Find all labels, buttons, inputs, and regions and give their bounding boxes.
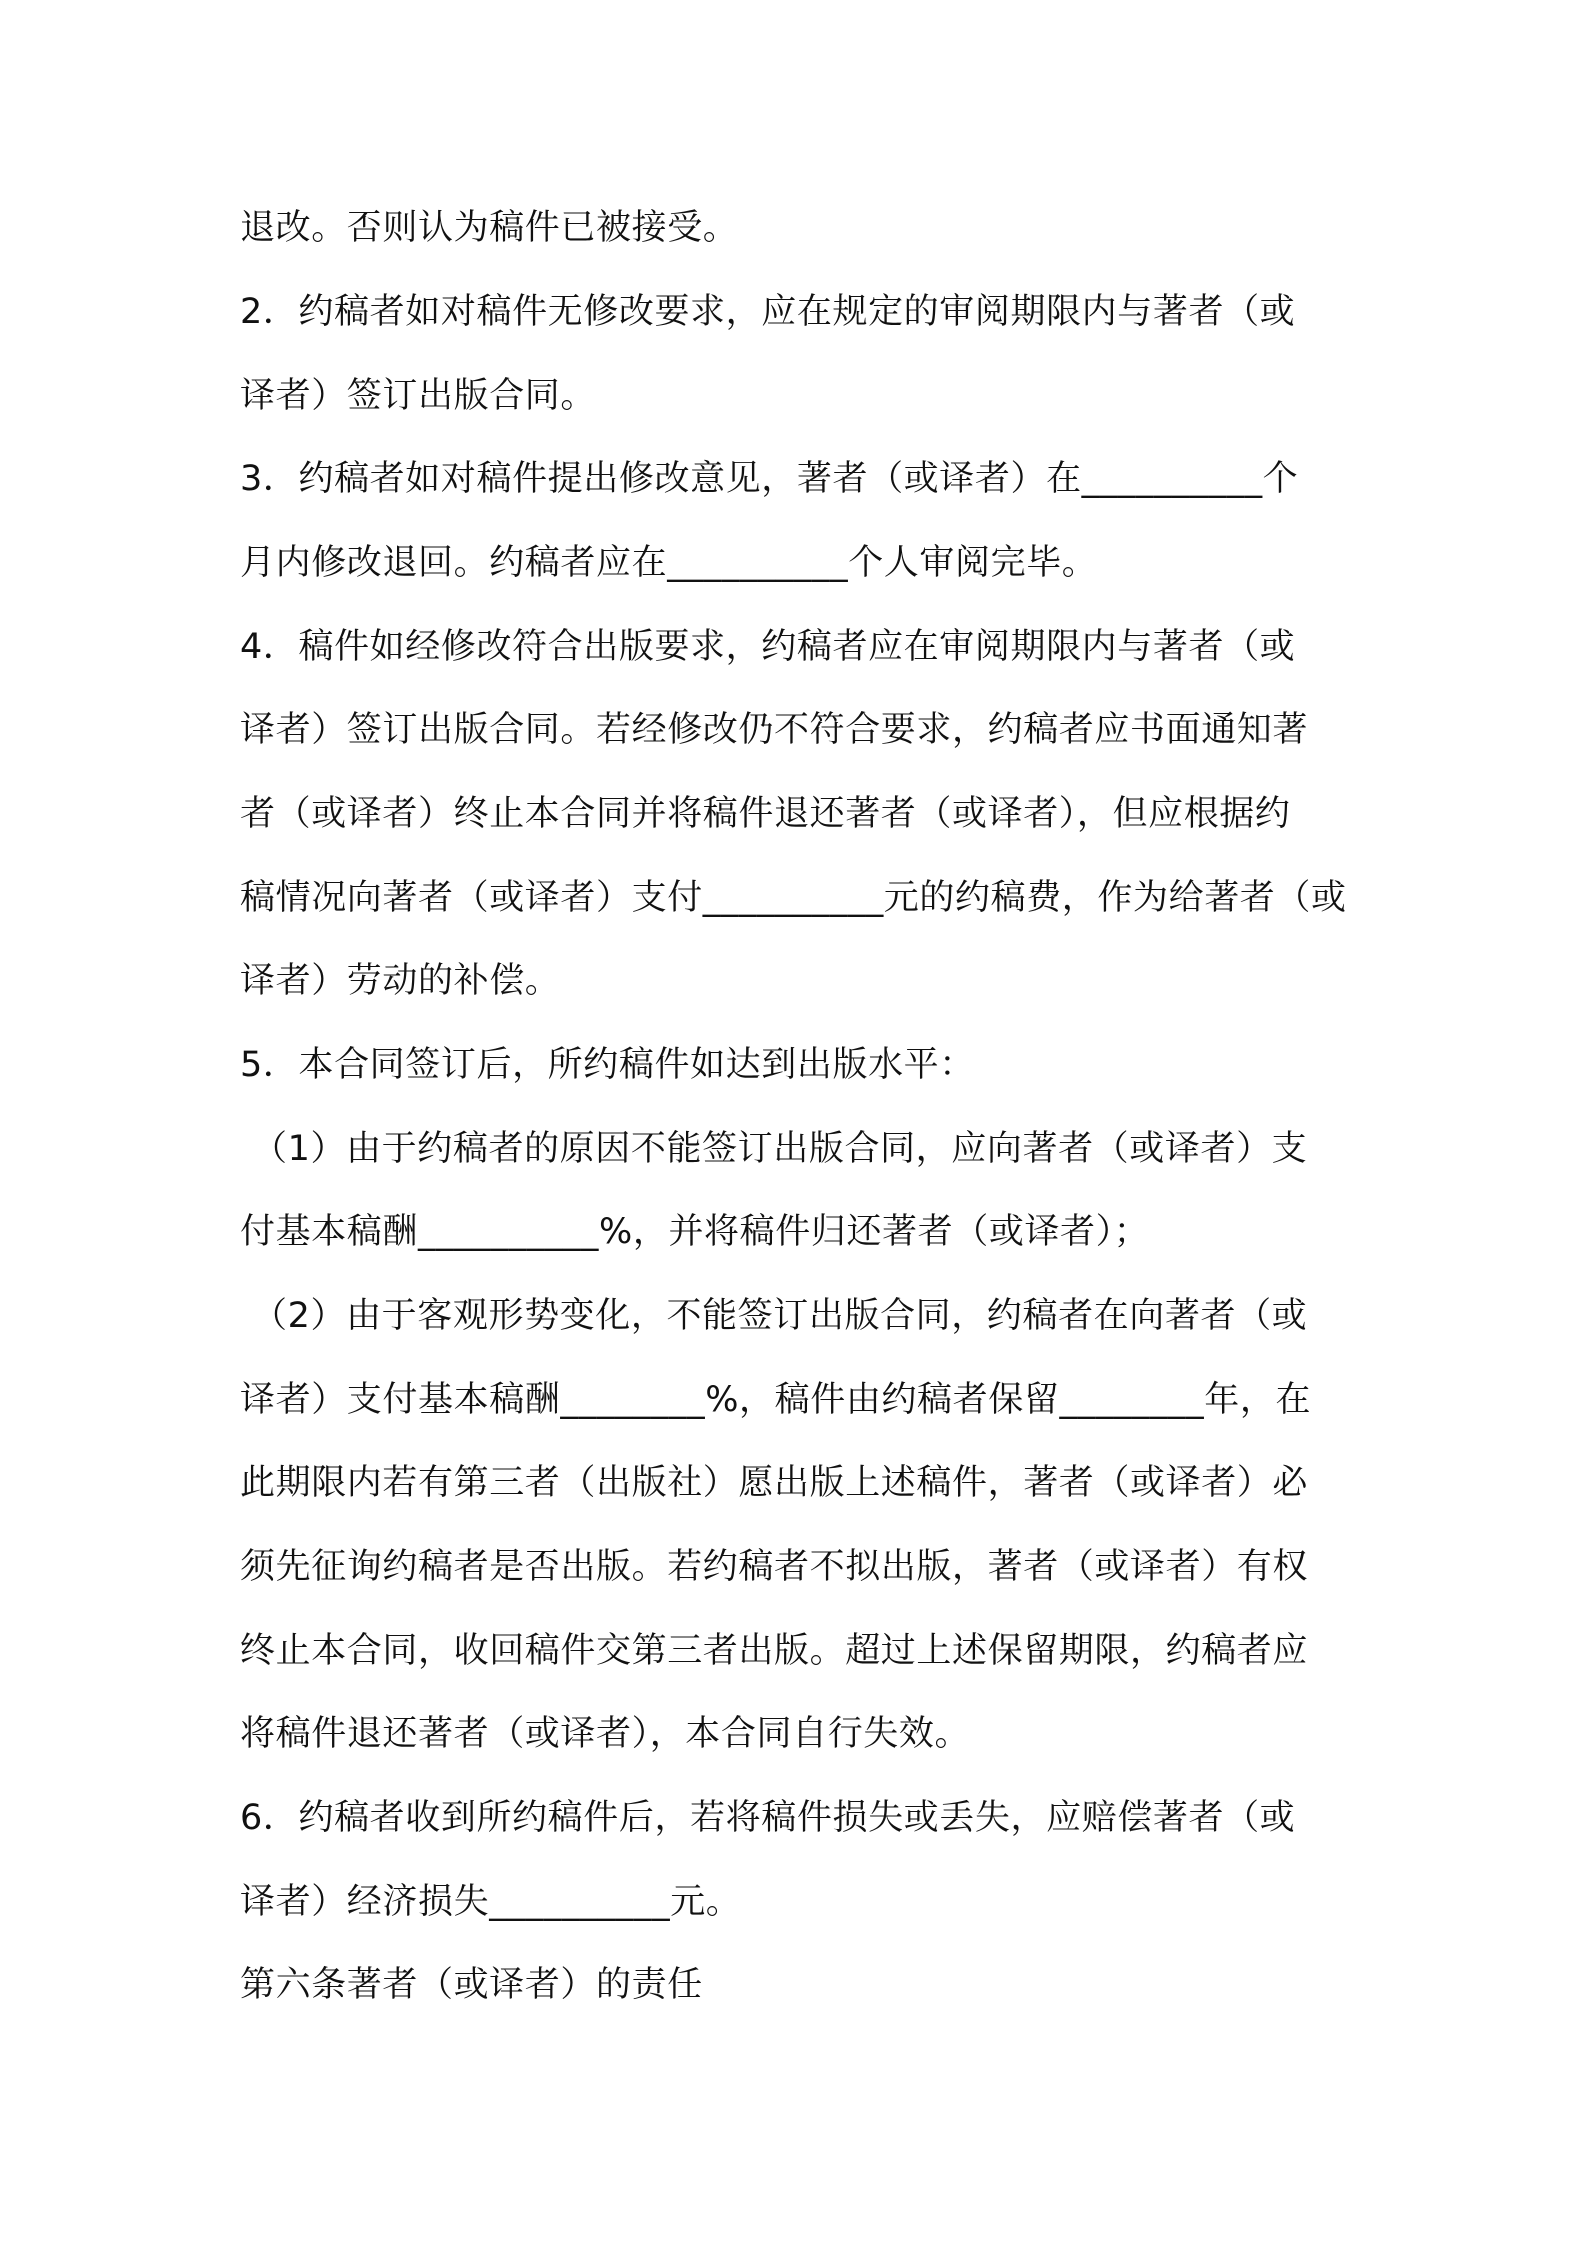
text-line: 译者）签订出版合同。 xyxy=(240,376,597,416)
text-line: 此期限内若有第三者（出版社）愿出版上述稿件，著者（或译者）必 xyxy=(240,1463,1309,1503)
text-line: 月内修改退回。约稿者应在__________个人审阅完毕。 xyxy=(240,543,1098,583)
text-line: 5．本合同签订后，所约稿件如达到出版水平： xyxy=(240,1045,975,1085)
text-line: 4．稿件如经修改符合出版要求，约稿者应在审阅期限内与著者（或 xyxy=(240,627,1296,667)
text-line: 稿情况向著者（或译者）支付__________元的约稿费，作为给著者（或 xyxy=(240,878,1347,918)
text-line: 者（或译者）终止本合同并将稿件退还著者（或译者），但应根据约 xyxy=(240,794,1291,834)
text-line: 译者）劳动的补偿。 xyxy=(240,961,561,1001)
text-line: 译者）支付基本稿酬________%，稿件由约稿者保留________年，在 xyxy=(240,1380,1312,1420)
text-line: 付基本稿酬__________%，并将稿件归还著者（或译者）； xyxy=(240,1212,1150,1252)
text-line: 译者）经济损失__________元。 xyxy=(240,1882,742,1922)
section-heading: 第六条著者（或译者）的责任 xyxy=(240,1965,703,2005)
text-line: 2．约稿者如对稿件无修改要求，应在规定的审阅期限内与著者（或 xyxy=(240,292,1296,332)
text-line: 退改。否则认为稿件已被接受。 xyxy=(240,208,739,248)
text-line: 6．约稿者收到所约稿件后，若将稿件损失或丢失，应赔偿著者（或 xyxy=(240,1798,1296,1838)
text-line: 终止本合同，收回稿件交第三者出版。超过上述保留期限，约稿者应 xyxy=(240,1631,1309,1671)
text-line: 3．约稿者如对稿件提出修改意见，著者（或译者）在__________个 xyxy=(240,459,1299,499)
text-line: （2）由于客观形势变化，不能签订出版合同，约稿者在向著者（或 xyxy=(252,1296,1308,1336)
text-line: 将稿件退还著者（或译者），本合同自行失效。 xyxy=(240,1714,971,1754)
text-line: 须先征询约稿者是否出版。若约稿者不拟出版，著者（或译者）有权 xyxy=(240,1547,1309,1587)
text-line: 译者）签订出版合同。若经修改仍不符合要求，约稿者应书面通知著 xyxy=(240,710,1309,750)
text-line: （1）由于约稿者的原因不能签订出版合同，应向著者（或译者）支 xyxy=(252,1129,1308,1169)
